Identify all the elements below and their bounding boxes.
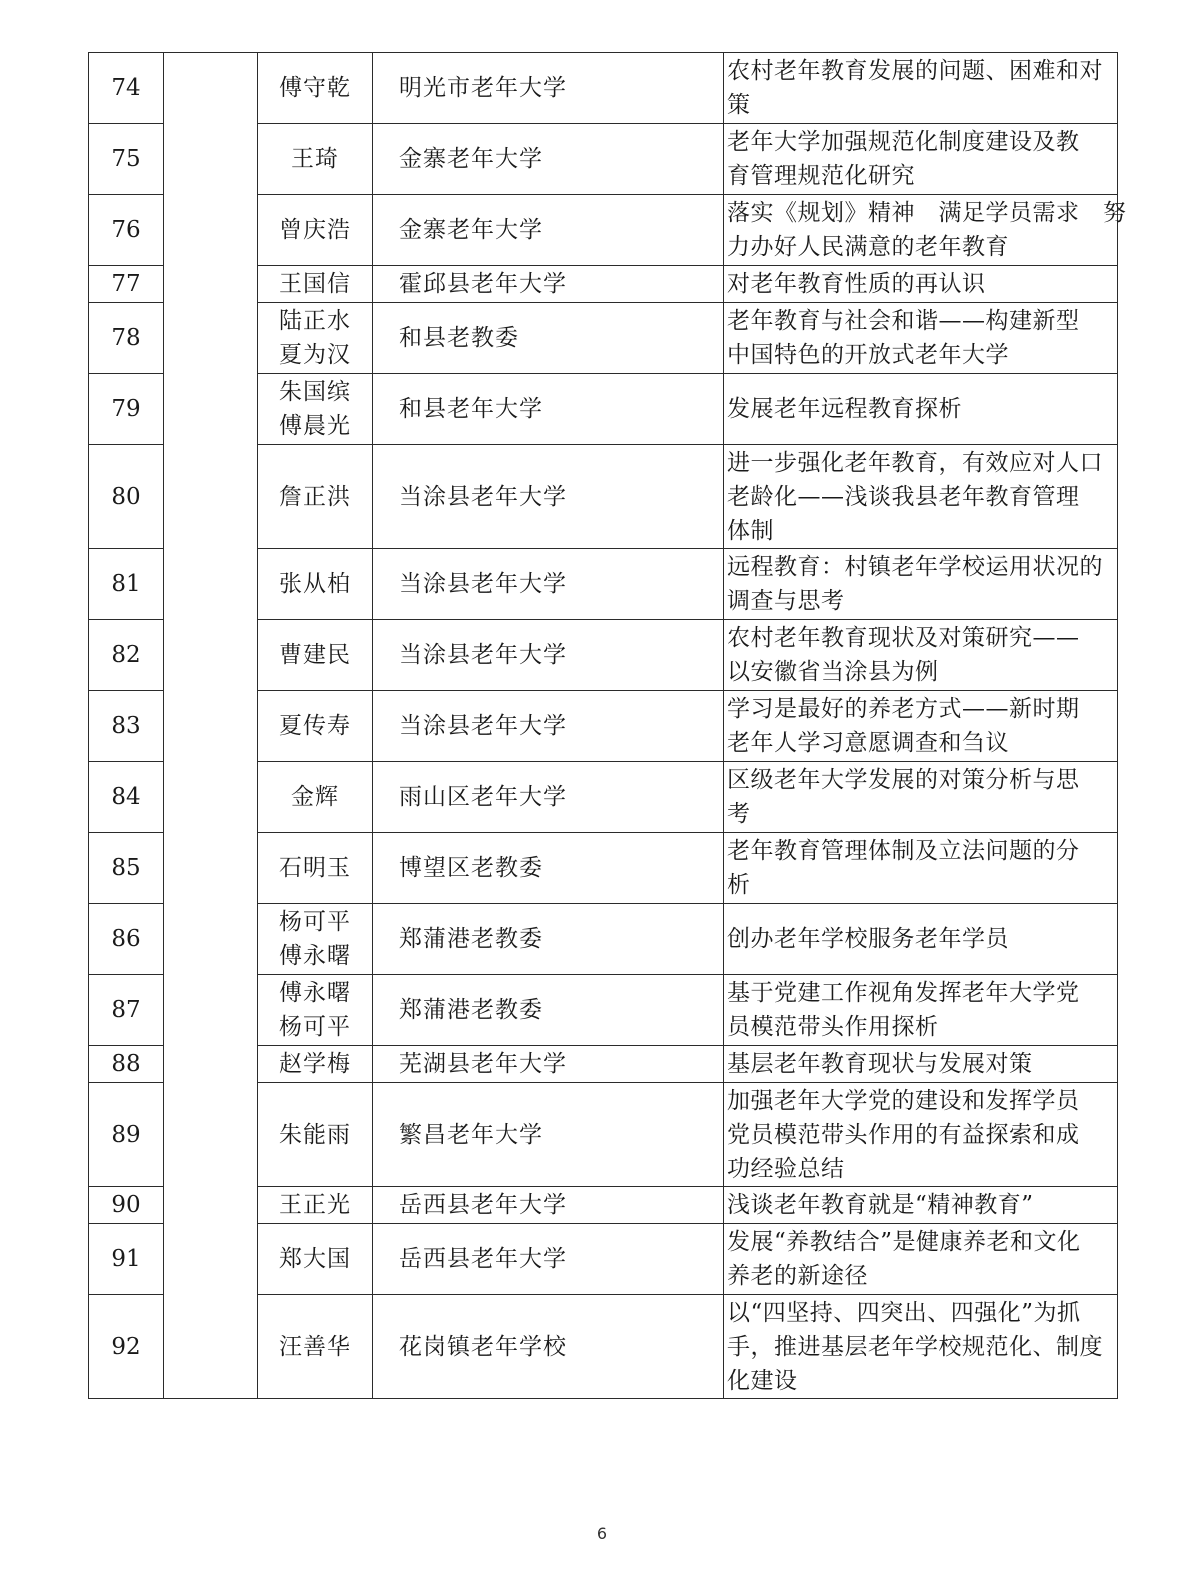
organization-cell: 博望区老教委 [373,833,724,904]
paper-title-line: 功经验总结 [727,1155,845,1182]
paper-title-cell [724,975,1118,1046]
author-name: 张从柏 [279,571,351,597]
paper-title-line: 发展老年远程教育探析 [727,396,962,422]
author-cell [258,266,373,303]
paper-title-cell [724,762,1118,833]
author-cell [258,303,373,374]
row-number: 91 [89,1224,164,1295]
organization-cell: 岳西县老年大学 [373,1187,724,1224]
paper-title-line: 基于党建工作视角发挥老年大学党 [727,980,1080,1006]
paper-title-cell [724,833,1118,904]
paper-title-cell [724,1295,1118,1399]
author-name: 王正光 [279,1192,351,1218]
author-name: 汪善华 [279,1333,351,1360]
award-list-table [88,52,1127,1399]
paper-title-line: 手，推进基层老年学校规范化、制度 [727,1333,1103,1360]
table-body [89,53,1127,1399]
paper-title-cell [724,1224,1118,1295]
paper-title-line: 落实《规划》精神 满足学员需求 努 [727,200,1127,226]
author-name: 朱国缤 [279,379,351,405]
row-number: 85 [89,833,164,904]
row-number: 80 [89,445,164,549]
row-number: 83 [89,691,164,762]
paper-title-line: 对老年教育性质的再认识 [727,271,986,297]
paper-title-line: 老年教育与社会和谐——构建新型 [727,308,1080,334]
paper-title-cell [724,445,1118,549]
author-name: 夏传寿 [279,713,351,739]
paper-title-line: 发展“养教结合”是健康养老和文化 [727,1229,1081,1255]
paper-title-cell [724,691,1118,762]
author-cell [258,195,373,266]
paper-title-cell [724,266,1118,303]
author-cell [258,1046,373,1083]
organization-cell: 岳西县老年大学 [373,1224,724,1295]
row-number: 92 [89,1295,164,1399]
row-number: 76 [89,195,164,266]
paper-title-line: 进一步强化老年教育，有效应对人口 [727,449,1103,476]
paper-title-cell [724,620,1118,691]
organization-cell: 郑蒲港老教委 [373,975,724,1046]
author-name: 石明玉 [279,855,351,881]
author-cell [258,1295,373,1399]
row-number: 75 [89,124,164,195]
organization-cell: 当涂县老年大学 [373,445,724,549]
organization-cell: 繁昌老年大学 [373,1083,724,1187]
row-number: 82 [89,620,164,691]
row-number: 86 [89,904,164,975]
paper-title-cell [724,374,1118,445]
paper-title-line: 以安徽省当涂县为例 [727,659,939,685]
paper-title-cell [724,1083,1118,1187]
row-number: 90 [89,1187,164,1224]
row-number: 84 [89,762,164,833]
page-number: 6 [596,1524,608,1543]
author-name: 傅永曙 [279,980,351,1006]
paper-title-line: 党员模范带头作用的有益探索和成 [727,1121,1080,1148]
paper-title-cell [724,549,1118,620]
paper-title-line: 区级老年大学发展的对策分析与思 [727,767,1080,793]
row-number: 77 [89,266,164,303]
author-cell [258,620,373,691]
author-cell [258,445,373,549]
author-name: 詹正洪 [279,483,351,510]
organization-cell: 明光市老年大学 [373,53,724,124]
organization-cell: 和县老年大学 [373,374,724,445]
paper-title-line: 析 [727,872,751,898]
author-name: 郑大国 [279,1246,351,1272]
organization-cell: 当涂县老年大学 [373,691,724,762]
organization-cell: 霍邱县老年大学 [373,266,724,303]
paper-title-line: 调查与思考 [727,588,845,614]
author-name: 傅晨光 [279,413,351,439]
author-name: 王琦 [291,146,339,172]
row-number: 89 [89,1083,164,1187]
paper-title-line: 中国特色的开放式老年大学 [727,342,1009,368]
row-number: 79 [89,374,164,445]
organization-cell: 当涂县老年大学 [373,620,724,691]
row-number: 88 [89,1046,164,1083]
row-number: 87 [89,975,164,1046]
paper-title-cell [724,1187,1118,1224]
author-name: 曹建民 [279,642,351,668]
author-name: 夏为汉 [279,342,351,368]
author-cell [258,1224,373,1295]
paper-title-line: 基层老年教育现状与发展对策 [727,1051,1033,1077]
paper-title-cell [724,124,1118,195]
paper-title-line: 学习是最好的养老方式——新时期 [727,696,1080,722]
paper-title-line: 考 [727,801,751,827]
paper-title-line: 养老的新途径 [727,1263,868,1289]
author-name: 傅守乾 [279,75,351,101]
paper-title-line: 农村老年教育发展的问题、困难和对 [727,58,1103,84]
paper-title-cell [724,53,1118,124]
row-number: 78 [89,303,164,374]
paper-title-line: 体制 [727,517,774,544]
paper-title-line: 老年大学加强规范化制度建设及教 [727,129,1080,155]
table-row [89,53,1118,124]
author-cell [258,1187,373,1224]
paper-title-cell [724,195,1127,266]
organization-cell: 和县老教委 [373,303,724,374]
row-number: 81 [89,549,164,620]
author-name: 赵学梅 [279,1051,351,1077]
paper-title-line: 策 [727,92,751,118]
organization-cell: 花岗镇老年学校 [373,1295,724,1399]
organization-cell: 雨山区老年大学 [373,762,724,833]
paper-title-line: 化建设 [727,1367,798,1394]
author-cell [258,975,373,1046]
author-name: 杨可平 [279,909,351,935]
author-cell [258,904,373,975]
organization-cell: 当涂县老年大学 [373,549,724,620]
paper-title-line: 老龄化——浅谈我县老年教育管理 [727,483,1080,510]
paper-title-cell [724,303,1118,374]
organization-cell: 金寨老年大学 [373,195,724,266]
paper-title-line: 加强老年大学党的建设和发挥学员 [727,1087,1080,1114]
paper-title-cell [724,1046,1118,1083]
paper-title-line: 老年人学习意愿调查和刍议 [727,730,1009,756]
paper-title-cell [724,904,1118,975]
paper-title-line: 老年教育管理体制及立法问题的分 [727,838,1080,864]
paper-title-line: 育管理规范化研究 [727,163,915,189]
organization-cell: 芜湖县老年大学 [373,1046,724,1083]
organization-cell: 金寨老年大学 [373,124,724,195]
paper-title-line: 农村老年教育现状及对策研究—— [727,625,1080,651]
author-cell [258,549,373,620]
author-cell [258,374,373,445]
author-cell [258,762,373,833]
row-number: 74 [89,53,164,124]
author-cell [258,124,373,195]
author-cell [258,691,373,762]
paper-title-line: 以“四坚持、四突出、四强化”为抓 [727,1299,1081,1326]
author-name: 杨可平 [279,1014,351,1040]
author-name: 金辉 [291,784,339,810]
paper-title-line: 创办老年学校服务老年学员 [727,926,1009,952]
author-cell [258,1083,373,1187]
author-cell [258,833,373,904]
paper-title-line: 员模范带头作用探析 [727,1014,939,1040]
author-name: 陆正水 [279,308,351,334]
paper-title-line: 远程教育：村镇老年学校运用状况的 [727,554,1103,580]
author-name: 朱能雨 [279,1121,351,1148]
author-name: 傅永曙 [279,943,351,969]
paper-title-line: 浅谈老年教育就是“精神教育” [727,1192,1034,1218]
merged-empty-cell [164,53,258,1399]
author-name: 王国信 [279,271,351,297]
author-cell [258,53,373,124]
organization-cell: 郑蒲港老教委 [373,904,724,975]
author-name: 曾庆浩 [279,217,351,243]
paper-title-line: 力办好人民满意的老年教育 [727,234,1009,260]
